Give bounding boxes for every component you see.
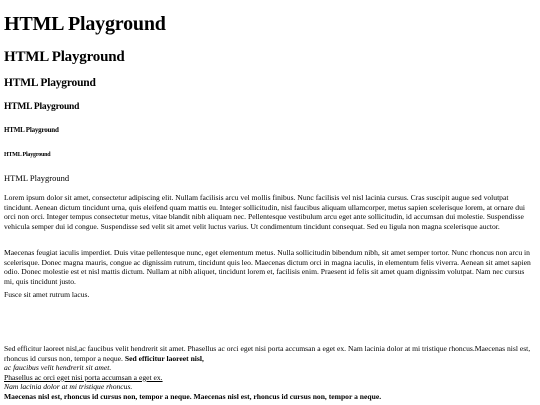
paragraph-maecenas: Maecenas feugiat iaculis imperdiet. Duis vitae pellentesque nunc, eget elementum metus. Nulla sollicitudin bibendum nibh, sit amet semper tortor. Nunc rhoncus non arcu in scelerisque. Donec magna mauris, congue ac dignissim rutrum, tincidunt quis leo. Maecenas dictum orci in magna iaculis, in elementum felis viverra. Aenean sit amet sapien odio. Donec molestie est et nisl mattis dictum. Nullam at nibh aliquet, tincidunt lorem et, facilisis enim. Praesent id felis sit amet quam dignissim volutpat. Nam nec cursus mi, quis tincidunt justo. [4,248,531,286]
heading-level-1: HTML Playground [4,13,166,35]
heading-level-3: HTML Playground [4,77,96,89]
paragraph-sed: Sed efficitur laoreet nisl,ac faucibus velit hendrerit sit amet. Phasellus ac orci eget nisi porta accumsan a eget ex. Nam lacinia dolor at mi tristique rhoncus.Maecenas nisl est, rhoncus id cursus non, tempor a neque. [4,344,531,363]
mixed-format-block [4,344,536,402]
bold-inline-text: Sed efficitur laoreet nisl, [124,353,204,363]
bold-line: Maecenas nisl est, rhoncus id cursus non, tempor a neque. Maecenas nisl est, rhoncus id cursus non, tempor a neque. [4,391,382,401]
heading-level-6: HTML Playground [4,152,51,158]
italic-line: ac faucibus velit hendrerit sit amet. [4,363,112,373]
heading-level-2: HTML Playground [4,49,125,65]
italic-line-2: Nam lacinia dolor at mi tristique rhoncus. [4,382,133,392]
heading-level-5: HTML Playground [4,126,59,134]
paragraph-fusce: Fusce sit amet rutrum lacus. [4,290,90,299]
paragraph-lorem: Lorem ipsum dolor sit amet, consectetur adipiscing elit. Nullam facilisis arcu vel mollis finibus. Nunc facilisis vel nisl lacinia cursus. Cras suscipit augue sed volutpat tincidunt. Aenean dictum tincidunt urna, quis eleifend quam mattis eu. Integer sollicitudin, nisl faucibus aliquam ullamcorper, metus sapien scelerisque lorem, at ornare dui orci non orci. Integer tempus consectetur metus, vitae blandit nibh aliquam nec. Pellentesque vestibulum arcu eget ante sollicitudin, id accumsan dui molestie. Suspendisse vehicula semper dui id congue. Suspendisse sed velit sit amet velit luctus varius. Ut condimentum tincidunt consequat. Sed eu ligula non magna scelerisque auctor. [4,193,525,231]
plain-text-title: HTML Playground [4,173,70,183]
underlined-line[interactable]: Phasellus ac orci eget nisi porta accumsan a eget ex. [4,372,163,382]
heading-level-4: HTML Playground [4,102,80,112]
